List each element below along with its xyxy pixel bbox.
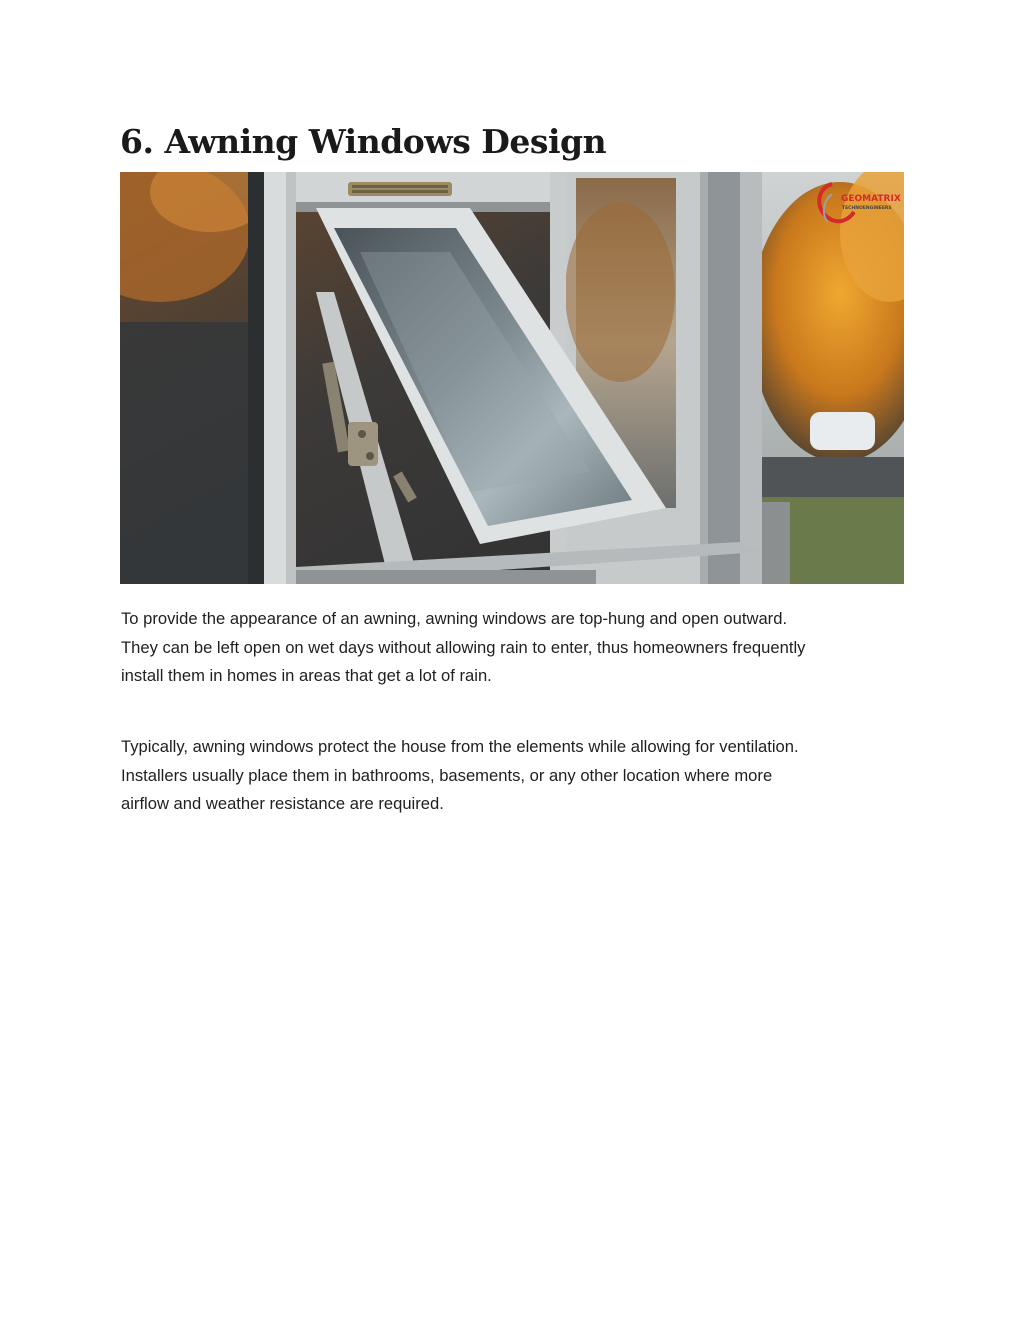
paragraph-1-line-1: To provide the appearance of an awning, awning windows are top-hung and open outward. xyxy=(121,609,788,628)
paragraph-1-line-2: They can be left open on wet days without allowing rain to enter, thus homeowners frequently xyxy=(121,637,806,657)
paragraph-2-line-3: airflow and weather resistance are required. xyxy=(121,794,444,813)
awning-window-photo xyxy=(120,172,904,584)
paragraph-2-line-1: Typically, awning windows protect the house from the elements while allowing for ventilation. xyxy=(121,737,799,756)
paragraph-1 xyxy=(121,605,911,691)
paragraph-2 xyxy=(121,733,911,819)
paragraph-1-line-3: install them in homes in areas that get a lot of rain. xyxy=(121,666,492,685)
paragraph-2-line-2: Installers usually place them in bathrooms, basements, or any other location where more xyxy=(121,765,773,785)
logo-text-primary: GEOMATRIX xyxy=(841,194,901,204)
page-title: 6. Awning Windows Design xyxy=(120,122,607,161)
logo-text-secondary: TECHNOENGINEERS xyxy=(842,206,892,211)
